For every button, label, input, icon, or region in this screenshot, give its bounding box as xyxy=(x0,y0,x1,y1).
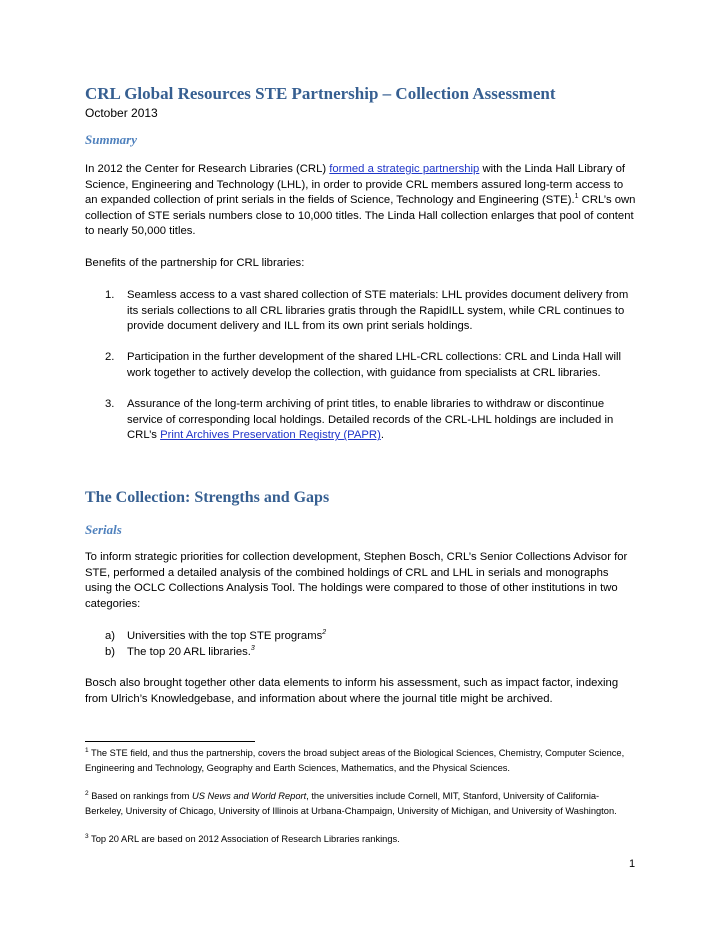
benefit-number: 3. xyxy=(105,398,115,411)
benefit-item xyxy=(85,397,637,444)
benefit-text: Assurance of the long-term archiving of print titles, to enable libraries to withdraw or discontinue service of corresponding local holdings. Detailed records of the CRL-LHL holdings are included in CRL’s xyxy=(127,398,614,442)
footnote-separator xyxy=(85,741,255,742)
benefits-list xyxy=(85,288,637,444)
page-number: 1 xyxy=(629,858,636,870)
papr-link[interactable]: Print Archives Preservation Registry (PAPR) xyxy=(160,429,381,442)
collection-heading: The Collection: Strengths and Gaps xyxy=(85,489,330,506)
summary-text-3: CRL’s own collection of STE serials numbers close to 10,000 titles. The Linda Hall collection enlarges that pool of content to nearly 50,000 titles. xyxy=(85,194,636,238)
serials-heading: Serials xyxy=(85,522,122,537)
category-text: The top 20 ARL libraries. xyxy=(127,645,251,658)
footnote-italic-source: US News and World Report xyxy=(192,791,307,801)
footnote-text: Based on rankings from xyxy=(91,791,192,801)
footnote-number: 2 xyxy=(85,789,89,797)
benefit-number: 2. xyxy=(105,351,115,364)
document-title: CRL Global Resources STE Partnership – Collection Assessment xyxy=(85,84,556,103)
category-item xyxy=(85,645,637,661)
category-text: Universities with the top STE programs xyxy=(127,630,323,642)
summary-text-1: In 2012 the Center for Research Libraries (CRL) xyxy=(85,163,330,175)
summary-text-2: with the Linda Hall Library of Science, Engineering and Technology (LHL), in order to provide CRL members assured long-term access to an expanded collection of print serials in the fields of Science, Technology and Engineering (STE). xyxy=(85,163,626,207)
summary-paragraph xyxy=(85,162,637,240)
benefit-item xyxy=(85,350,637,381)
benefit-number: 1. xyxy=(105,289,115,301)
summary-heading: Summary xyxy=(85,132,138,147)
benefit-text: Seamless access to a vast shared collection of STE materials: LHL provides document delivery from its serials collections to all CRL libraries gratis through the RapidILL system, while CRL continues to provide document delivery and ILL from its own print serials holdings. xyxy=(127,289,629,333)
category-label: b) xyxy=(105,645,116,658)
benefit-item xyxy=(85,288,637,335)
footnote-number: 3 xyxy=(85,832,89,840)
serials-paragraph: To inform strategic priorities for collection development, Stephen Bosch, CRL’s Senior Collections Advisor for STE, performed a detailed analysis of the combined holdings of CRL and LHL in serials and monographs using the OCLC Collections Analysis Tool. The holdings were compared to those of other institutions in two categories: xyxy=(85,551,628,610)
footnote-ref-1[interactable]: 1 xyxy=(574,193,579,201)
document-date: October 2013 xyxy=(85,106,158,120)
footnote-text-end: , the universities include Cornell, MIT, Stanford, University of California-Berkeley, University of Chicago, University of Illinois at Urbana-Champaign, University of Michigan, and University of Washington. xyxy=(85,791,617,816)
footnote-text: The STE field, and thus the partnership, covers the broad subject areas of the Biological Sciences, Chemistry, Computer Science, Engineering and Technology, Geography and Earth Sciences, Mathematics, and the Physical Sciences. xyxy=(85,748,625,773)
category-item xyxy=(85,629,637,645)
categories-list xyxy=(85,629,637,660)
footnote-2 xyxy=(85,789,637,818)
footnote-ref-3[interactable]: 3 xyxy=(250,644,255,652)
benefit-text: Participation in the further development of the shared LHL-CRL collections: CRL and Linda Hall will work together to actively develop the collection, with guidance from specialists at CRL libraries. xyxy=(127,351,621,379)
category-label: a) xyxy=(105,630,116,642)
footnote-number: 1 xyxy=(85,746,89,754)
strategic-partnership-link[interactable]: formed a strategic partnership xyxy=(329,163,480,175)
bosch-paragraph: Bosch also brought together other data elements to inform his assessment, such as impact factor, indexing from Ulrich’s Knowledgebase, and information about where the journal title might be archived. xyxy=(85,677,619,705)
footnote-text: Top 20 ARL are based on 2012 Association of Research Libraries rankings. xyxy=(91,834,400,844)
footnote-ref-2[interactable]: 2 xyxy=(322,629,327,637)
benefits-intro: Benefits of the partnership for CRL libraries: xyxy=(85,257,305,269)
footnote-1 xyxy=(85,746,637,775)
benefit-text-end: . xyxy=(380,429,384,442)
footnote-3 xyxy=(85,832,637,847)
